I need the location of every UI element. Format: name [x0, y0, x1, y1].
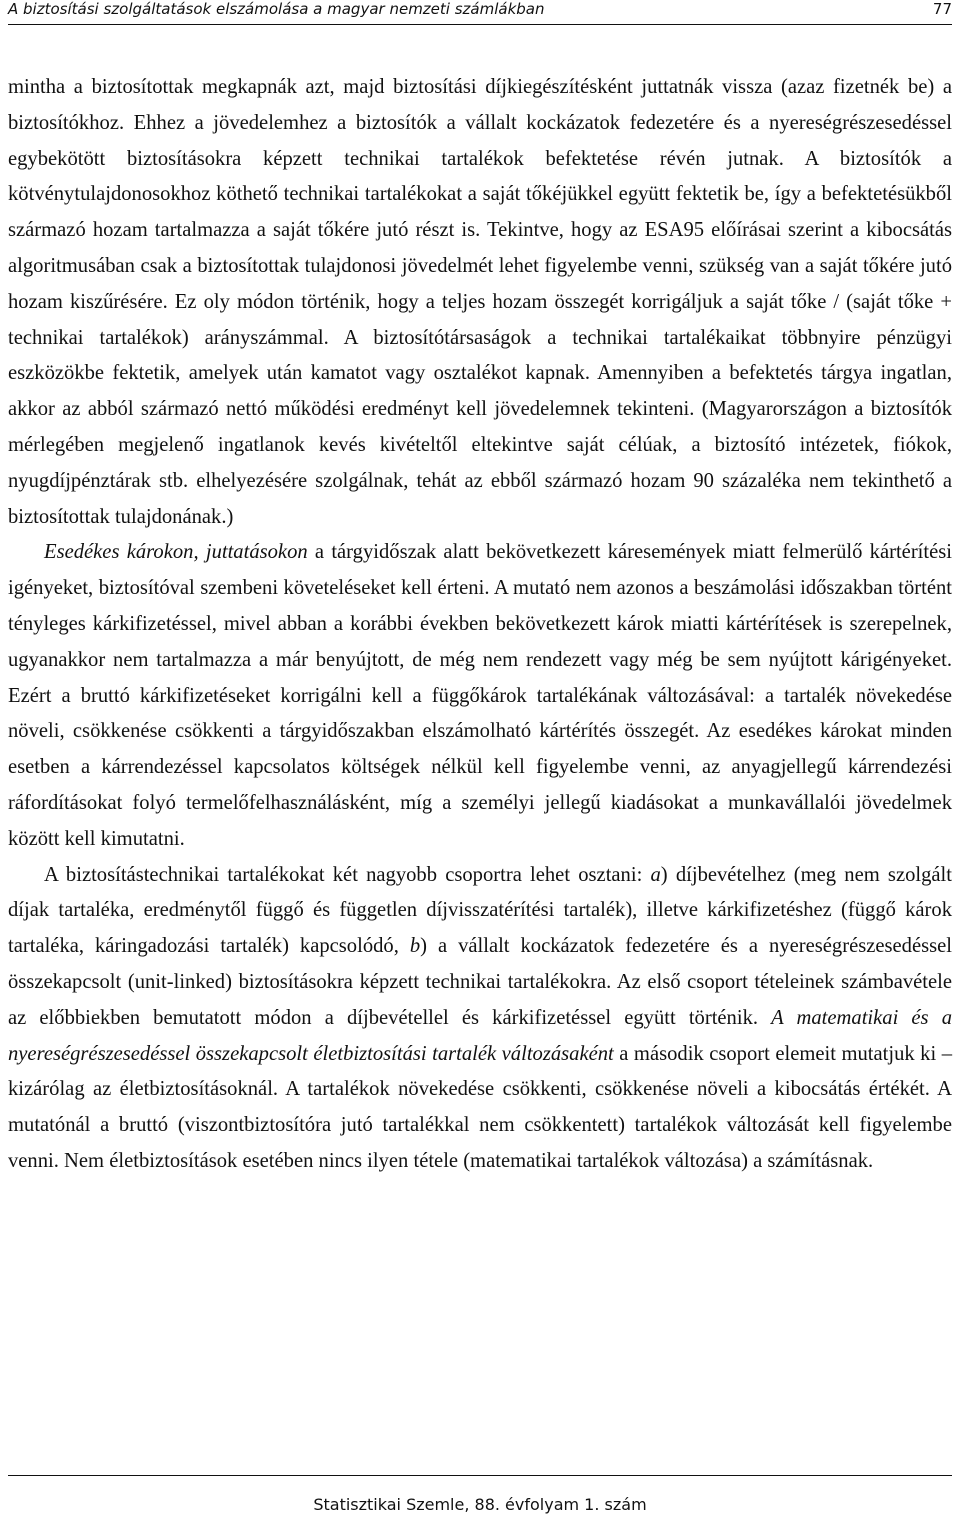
text-run: mintha a biztosítottak megkapnák azt, majd biztosítási díjkiegészítésként juttatnák vissza (azaz fizetnék be) a biztosítókhoz. Ehhez a jövedelemhez a biztosítók a vállalt kockázatok fedezetére és a nyereségrészesedéssel egybekötött biztosításokra képzett technikai tartalékok befektetése révén jutnak. A biztosítók a kötvénytulajdonosokhoz köthető technikai tartalékokat a saját tőkéjükkel együtt fektetik be, így a befektetésükből származó hozam tartalmazza a saját tőkére jutó részt is. Tekintve, hogy az ESA95 előírásai szerint a kibocsátás algoritmusában csak a biztosítottak tulajdonosi jövedelmét lehet figyelembe venni, szükség van a saját tőkére jutó hozam kiszűrésére. Ez oly módon történik, hogy a teljes hozam összegét korrigáljuk a saját tőke / (saját tőke + technikai tartalékok) arányszámmal. A biztosítótársaságok a technikai tartalékaikat többnyire pénzügyi eszközökbe fektetik, amelyek után kamatot vagy osztalékot kapnak. Amennyiben a befektetés tárgya ingatlan, akkor az abból származó nettó működési eredményt kell jövedelemnek tekinteni. (Magyarországon a biztosítók mérlegében megjelenő ingatlanok kevés kivételtől eltekintve saját célúak, a biztosító intézetek, fiókok, nyugdíjpénztárak stb. elhelyezésére szolgálnak, tehát az ebből származó hozam 90 százaléka nem tekinthető a biztosítottak tulajdonának.) [8, 76, 952, 528]
header-rule [8, 24, 952, 25]
paragraph [8, 535, 952, 857]
text-run: a második csoport elemeit mutatjuk ki – kizárólag az életbiztosításoknál. A tartalékok növekedése csökkenti, csökkenése növeli a kibocsátás értékét. A mutatónál a bruttó (viszontbiztosítóra jutó tartalékkal nem csökkentett) tartalékok változását kell figyelembe venni. Nem életbiztosítások esetében nincs ilyen tétele (matematikai tartalékok változása) a számításnak. [8, 1042, 952, 1172]
text-run: A biztosítástechnikai tartalékokat két nagyobb csoportra lehet osztani: [44, 863, 651, 886]
page-number: 77 [932, 0, 952, 18]
journal-footer: Statisztikai Szemle, 88. évfolyam 1. szám [313, 1495, 647, 1514]
italic-text-run: Esedékes károkon, juttatásokon [44, 541, 308, 564]
italic-text-run: b [409, 935, 421, 958]
paragraph [8, 858, 952, 1180]
italic-text-run: A matematikai és a nyereségrészesedéssel összekapcsolt életbiztosítási tartalék változásaként [8, 1006, 952, 1065]
text-run: ) a vállalt kockázatok fedezetére és a nyereségrészesedéssel összekapcsolt (unit-linked) biztosításokra képzett technikai tartalékokra. Az első csoport tételeinek számbavétele az előbbiekben bemutatott módon a díjbevétellel és kárkifizetéssel együtt történik. [8, 935, 952, 1029]
running-head [8, 0, 952, 22]
italic-text-run: a [650, 863, 661, 886]
text-run: a tárgyidőszak alatt bekövetkezett káresemények miatt felmerülő kártérítési igényeket, biztosítóval szembeni követeléseket kell érteni. A mutató nem azonos a beszámolási időszakban történt tényleges kárkifizetéssel, mivel abban a korábbi években bekövetkezett károk miatti kártérítések is szerepelnek, ugyanakkor nem tartalmazza a már benyújtott, de még nem rendezett vagy még be sem nyújtott kárigényeket. Ezért a bruttó kárkifizetéseket korrigálni kell a függőkárok tartalékának változásával: a tartalék növekedése növeli, csökkenése csökkenti a tárgyidőszakban elszámolható kártérítés összegét. Az esedékes károkat minden esetben a kárrendezéssel kapcsolatos költségek nélkül kell figyelembe venni, az anyagjellegű kárrendezési ráfordításokat folyó termelőfelhasználásként, míg a személyi jellegű kiadásokat a munkavállalói jövedelmek között kell kimutatni. [8, 541, 953, 850]
paragraph [8, 70, 952, 535]
body-text [8, 70, 952, 1180]
running-title: A biztosítási szolgáltatások elszámolása a magyar nemzeti számlákban [8, 0, 545, 18]
text-run: ) díjbevételhez (meg nem szolgált díjak tartaléka, eredménytől függő és független díjvisszatérítési tartalék), illetve kárkifizetéshez (függő károk tartaléka, káringadozási tartalék) kapcsolódó, [8, 863, 952, 958]
footer-rule [8, 1475, 952, 1476]
